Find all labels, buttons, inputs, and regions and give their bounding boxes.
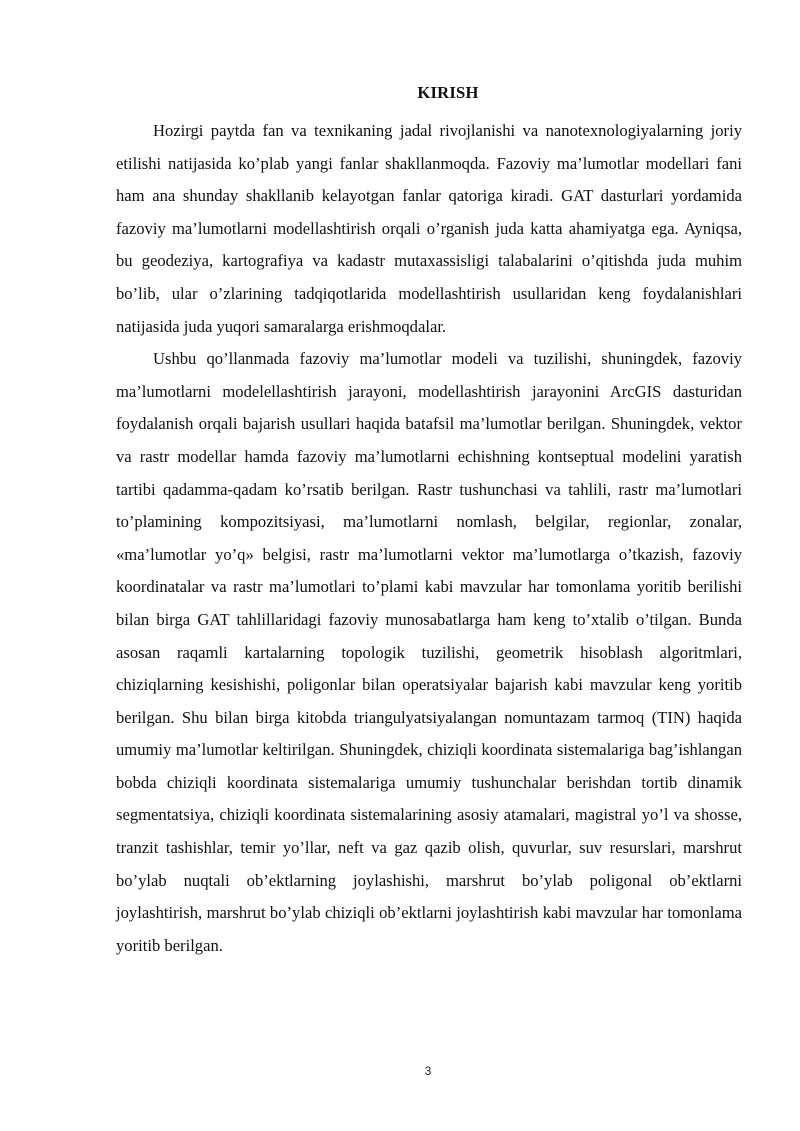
- body-text: [116, 115, 742, 962]
- paragraph-contents: Ushbu qo’llanmada fazoviy ma’lumotlar modeli va tuzilishi, shuningdek, fazoviy ma’lumotlarni modelellashtirish jarayoni, modellashtirish jarayonini ArcGIS dasturidan foydalanish orqali bajarish usullari haqida batafsil ma’lumotlar berilgan. Shuningdek, vektor va rastr modellar hamda fazoviy ma’lumotlarni echishning kontseptual modelini yaratish tartibi qadamma-qadam ko’rsatib berilgan. Rastr tushunchasi va tahlili, rastr ma’lumotlari to’plamining kompozitsiyasi, ma’lumotlarni nomlash, belgilar, regionlar, zonalar, «ma’lumotlar yo’q» belgisi, rastr ma’lumotlarni vektor ma’lumotlarga o’tkazish, fazoviy koordinatalar va rastr ma’lumotlari to’plami kabi mavzular har tomonlama yoritib berilishi bilan birga GAT tahlillaridagi fazoviy munosabatlarga ham keng to’xtalib o’tilgan. Bunda asosan raqamli kartalarning topologik tuzilishi, geometrik hisoblash algoritmlari, chiziqlarning kesishishi, poligonlar bilan operatsiyalar bajarish kabi mavzular keng yoritib berilgan. Shu bilan birga kitobda triangulyatsiyalangan nomuntazam tarmoq (TIN) haqida umumiy ma’lumotlar keltirilgan. Shuningdek, chiziqli koordinata sistemalariga bag’ishlangan bobda chiziqli koordinata sistemalariga umumiy tushunchalar berishdan tortib dinamik segmentatsiya, chiziqli koordinata sistemalarining asosiy atamalari, magistral yo’l va shosse, tranzit tashishlar, temir yo’llar, neft va gaz qazib olish, quvurlar, suv resurslari, marshrut bo’ylab nuqtali ob’ektlarning joylashishi, marshrut bo’ylab poligonal ob’ektlarni joylashtirish, marshrut bo’ylab chiziqli ob’ektlarni joylashtirish kabi mavzular har tomonlama yoritib berilgan.: [116, 349, 742, 955]
- paragraph-intro: Hozirgi paytda fan va texnikaning jadal rivojlanishi va nanotexnologiyalarning joriy etilishi natijasida ko’plab yangi fanlar shakllanmoqda. Fazoviy ma’lumotlar modellari fani ham ana shunday shakllanib kelayotgan fanlar qatoriga kiradi. GAT dasturlari yordamida fazoviy ma’lumotlarni modellashtirish orqali o’rganish juda katta ahamiyatga ega. Ayniqsa, bu geodeziya, kartografiya va kadastr mutaxassisligi talabalarini o’qitishda juda muhim bo’lib, ular o’zlarining tadqiqotlarida modellashtirish usullaridan keng foydalanishlari natijasida juda yuqori samaralarga erishmoqdalar.: [116, 121, 742, 336]
- page-number: 3: [424, 1064, 432, 1078]
- page-title: KIRISH: [417, 83, 479, 102]
